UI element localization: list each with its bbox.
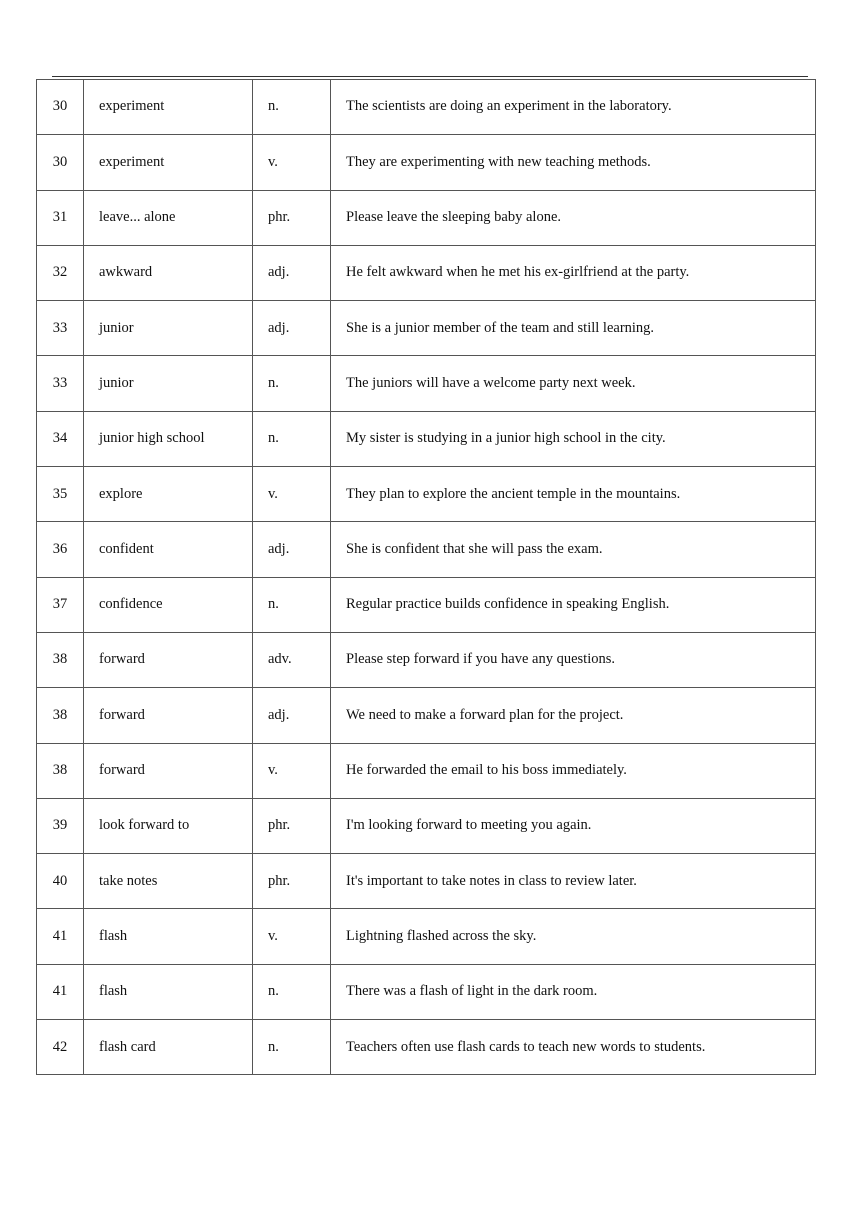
entry-example-sentence: The scientists are doing an experiment in the laboratory. [331, 80, 816, 135]
entry-word: experiment [84, 135, 253, 190]
entry-example-sentence: We need to make a forward plan for the project. [331, 688, 816, 743]
vocabulary-table [36, 79, 816, 1075]
table-row [37, 909, 816, 964]
entry-example-sentence: Please step forward if you have any questions. [331, 632, 816, 687]
header-rule [52, 76, 808, 77]
entry-word: forward [84, 743, 253, 798]
entry-number: 42 [37, 1020, 84, 1075]
entry-part-of-speech: n. [253, 356, 331, 411]
entry-word: flash card [84, 1020, 253, 1075]
table-row [37, 356, 816, 411]
entry-part-of-speech: adj. [253, 522, 331, 577]
table-row [37, 964, 816, 1019]
entry-word: flash [84, 964, 253, 1019]
entry-example-sentence: I'm looking forward to meeting you again. [331, 798, 816, 853]
entry-part-of-speech: n. [253, 964, 331, 1019]
entry-part-of-speech: v. [253, 909, 331, 964]
entry-number: 37 [37, 577, 84, 632]
entry-word: explore [84, 467, 253, 522]
entry-word: confident [84, 522, 253, 577]
entry-part-of-speech: adj. [253, 301, 331, 356]
entry-number: 34 [37, 411, 84, 466]
entry-part-of-speech: phr. [253, 854, 331, 909]
entry-number: 41 [37, 909, 84, 964]
entry-number: 38 [37, 632, 84, 687]
entry-part-of-speech: phr. [253, 798, 331, 853]
entry-part-of-speech: n. [253, 577, 331, 632]
table-row [37, 854, 816, 909]
entry-word: forward [84, 688, 253, 743]
table-row [37, 1020, 816, 1075]
entry-word: confidence [84, 577, 253, 632]
entry-example-sentence: It's important to take notes in class to review later. [331, 854, 816, 909]
entry-part-of-speech: phr. [253, 190, 331, 245]
entry-part-of-speech: adj. [253, 688, 331, 743]
entry-word: awkward [84, 245, 253, 300]
entry-word: leave... alone [84, 190, 253, 245]
entry-example-sentence: My sister is studying in a junior high school in the city. [331, 411, 816, 466]
entry-number: 30 [37, 135, 84, 190]
entry-number: 40 [37, 854, 84, 909]
table-row [37, 688, 816, 743]
entry-number: 38 [37, 743, 84, 798]
entry-example-sentence: There was a flash of light in the dark room. [331, 964, 816, 1019]
entry-example-sentence: Please leave the sleeping baby alone. [331, 190, 816, 245]
entry-part-of-speech: n. [253, 411, 331, 466]
vocabulary-table-body [37, 80, 816, 1075]
entry-word: look forward to [84, 798, 253, 853]
entry-example-sentence: Regular practice builds confidence in speaking English. [331, 577, 816, 632]
table-row [37, 190, 816, 245]
table-row [37, 411, 816, 466]
entry-example-sentence: He forwarded the email to his boss immediately. [331, 743, 816, 798]
entry-part-of-speech: v. [253, 743, 331, 798]
table-row [37, 245, 816, 300]
entry-word: junior [84, 301, 253, 356]
entry-number: 32 [37, 245, 84, 300]
entry-example-sentence: Lightning flashed across the sky. [331, 909, 816, 964]
entry-example-sentence: She is confident that she will pass the exam. [331, 522, 816, 577]
table-row [37, 577, 816, 632]
entry-word: junior [84, 356, 253, 411]
entry-word: junior high school [84, 411, 253, 466]
entry-word: experiment [84, 80, 253, 135]
entry-number: 38 [37, 688, 84, 743]
entry-example-sentence: They plan to explore the ancient temple in the mountains. [331, 467, 816, 522]
table-row [37, 522, 816, 577]
entry-number: 39 [37, 798, 84, 853]
table-row [37, 301, 816, 356]
entry-number: 33 [37, 301, 84, 356]
entry-part-of-speech: adv. [253, 632, 331, 687]
entry-part-of-speech: adj. [253, 245, 331, 300]
table-row [37, 632, 816, 687]
entry-word: forward [84, 632, 253, 687]
entry-part-of-speech: n. [253, 80, 331, 135]
entry-example-sentence: She is a junior member of the team and still learning. [331, 301, 816, 356]
entry-example-sentence: They are experimenting with new teaching methods. [331, 135, 816, 190]
entry-example-sentence: He felt awkward when he met his ex-girlfriend at the party. [331, 245, 816, 300]
table-row [37, 80, 816, 135]
table-row [37, 467, 816, 522]
entry-word: take notes [84, 854, 253, 909]
table-row [37, 135, 816, 190]
entry-part-of-speech: v. [253, 467, 331, 522]
entry-word: flash [84, 909, 253, 964]
entry-number: 36 [37, 522, 84, 577]
entry-number: 35 [37, 467, 84, 522]
entry-number: 33 [37, 356, 84, 411]
entry-part-of-speech: v. [253, 135, 331, 190]
entry-example-sentence: The juniors will have a welcome party next week. [331, 356, 816, 411]
table-row [37, 798, 816, 853]
entry-number: 31 [37, 190, 84, 245]
entry-part-of-speech: n. [253, 1020, 331, 1075]
entry-number: 30 [37, 80, 84, 135]
entry-example-sentence: Teachers often use flash cards to teach new words to students. [331, 1020, 816, 1075]
entry-number: 41 [37, 964, 84, 1019]
table-row [37, 743, 816, 798]
